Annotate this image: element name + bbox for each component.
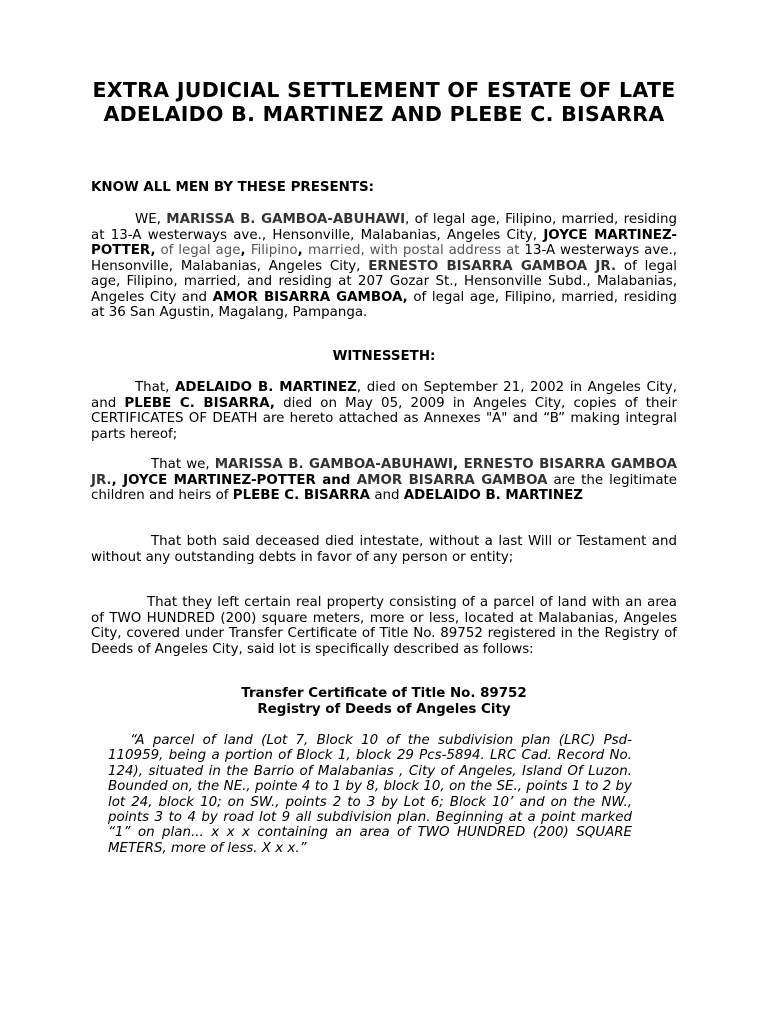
para2-text-2: , died on September 21, 2002 in Angeles City, and	[91, 380, 677, 411]
heir-name-2: ERNESTO BISARRA GAMBOA JR.	[91, 457, 678, 488]
para1-text-2f: 13-A westerways ave., Hensonville, Malabanias, Angeles City,	[91, 243, 678, 274]
para3-text-1: That we,	[151, 457, 215, 472]
property-description-quote: “A parcel of land (Lot 7, Block 10 of the subdivision plan (LRC) Psd-110959, being a portion of Block 1, block 29 Pcs-5894. LRC Cad. Record No. 124), situated in the Barrio of Malabanias , City of Angeles, Island Of Luzon. Bounded on, the NE., pointe 4 to 1 by 8, block 10, on the SE., points 1 to 2 by lot 24, block 10; on SW., points 2 to 3 by Lot 6; Block 10’ and on the NW., points 3 to 4 by road lot 9 all subdivision plan. Beginning at a point marked “1” on plan... x x x containing an area of TWO HUNDRED (200) SQUARE METERS, more of less. X x x.”	[108, 733, 632, 856]
para1-text-2d: ,	[297, 243, 308, 258]
paragraph-property: That they left certain real property consisting of a parcel of land with an area of TWO HUNDRED (200) square meters, more or less, located at Malabanias, Angeles City, covered under Transfer Certificate of Title No. 89752 registered in the Registry of Deeds of Angeles City, said lot is specifically described as follows:	[91, 595, 677, 657]
heir-name-3: JOYCE MARTINEZ-POTTER	[123, 472, 316, 488]
para3-text-2: are the legitimate children and heirs of	[91, 472, 678, 503]
parent-name-2: ADELAIDO B. MARTINEZ	[403, 488, 583, 503]
paragraph-intestate: That both said deceased died intestate, without a last Will or Testament and without any outstanding debts in favor of any person or entity;	[91, 534, 677, 565]
heir-name-4: AMOR BISARRA GAMBOA	[356, 472, 548, 488]
heading-presents: KNOW ALL MEN BY THESE PRESENTS:	[91, 180, 375, 195]
document-title: EXTRA JUDICIAL SETTLEMENT OF ESTATE OF LATE ADELAIDO B. MARTINEZ AND PLEBE C. BISARRA	[92, 78, 676, 126]
paragraph-deaths	[91, 380, 677, 442]
para3-and-2: and	[370, 488, 404, 503]
tct-title: Transfer Certificate of Title No. 89752	[241, 686, 527, 701]
para1-text-1: , of legal age, Filipino, married, residing at 13-A westerways ave., Hensonville, Malabanias, Angeles City,	[91, 212, 677, 243]
para1-text-2c: Filipino	[250, 243, 298, 258]
party-name-2: JOYCE MARTINEZ-POTTER,	[91, 227, 677, 258]
para1-text-4: of legal age, Filipino, married, residing at 36 San Agustin, Magalang, Pampanga.	[91, 289, 678, 320]
decedent-name-1: ADELAIDO B. MARTINEZ	[174, 380, 357, 395]
para1-text-3: of legal age, Filipino, married, and residing at 207 Gozar St., Hensonville Subd., Malabanias, Angeles City and	[91, 258, 678, 305]
party-name-1: MARISSA B. GAMBOA-ABUHAWI	[166, 212, 406, 227]
para3-and-1: and	[315, 472, 357, 488]
paragraph-heirs	[91, 457, 677, 504]
para1-text-2b: ,	[240, 243, 251, 258]
decedent-name-2: PLEBE C. BISARRA,	[124, 395, 275, 411]
parent-name-1: PLEBE C. BISARRA	[232, 488, 371, 503]
heir-name-1: MARISSA B. GAMBOA-ABUHAWI	[214, 457, 454, 472]
para1-text-2e: married, with postal address at	[307, 243, 520, 258]
para3-sep-2: ,	[111, 472, 124, 488]
para1-we: WE,	[135, 212, 167, 227]
paragraph-parties	[91, 212, 677, 321]
tct-registry: Registry of Deeds of Angeles City	[257, 702, 511, 717]
para2-text-3: died on May 05, 2009 in Angeles City, copies of their CERTIFICATES OF DEATH are hereto attached as Annexes "A" and “B” making integral parts hereof;	[91, 395, 677, 442]
para1-text-2a: of legal age	[155, 243, 241, 258]
heading-witnesseth: WITNESSETH:	[332, 349, 436, 364]
party-name-3: ERNESTO BISARRA GAMBOA JR.	[368, 258, 617, 274]
para2-text-1: That,	[135, 380, 175, 395]
party-name-4: AMOR BISARRA GAMBOA,	[212, 289, 408, 305]
para3-sep-1: ,	[453, 457, 464, 472]
